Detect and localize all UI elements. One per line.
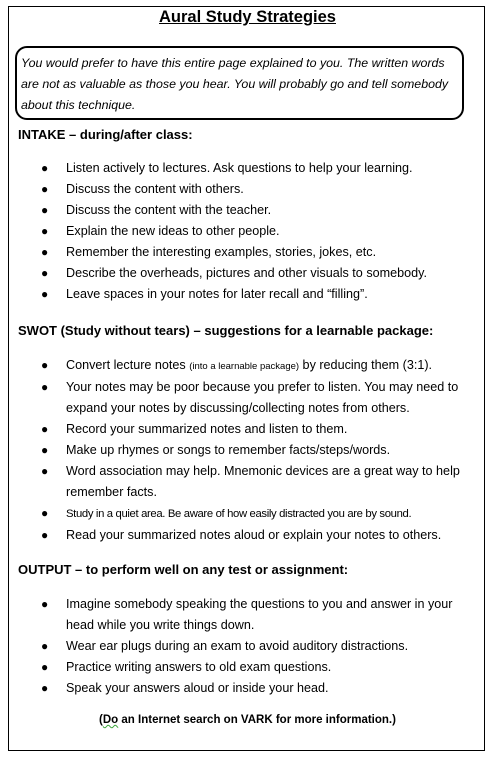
spellcheck-word: Do — [102, 714, 119, 726]
bullet-icon: ● — [41, 203, 49, 217]
list-item: ● Record your summarized notes and listen to them. — [0, 419, 495, 440]
intro-callout — [15, 46, 464, 120]
bullet-icon: ● — [41, 161, 49, 175]
list-item: ● Study in a quiet area. Be aware of how easily distracted you are by sound. — [0, 503, 495, 525]
output-list — [0, 594, 495, 699]
list-item: ● Discuss the content with the teacher. — [0, 200, 495, 221]
bullet-icon: ● — [41, 245, 49, 259]
list-item: ● Leave spaces in your notes for later recall and “filling”. — [0, 284, 495, 305]
bullet-icon: ● — [41, 528, 49, 542]
page-title: Aural Study Strategies — [159, 8, 336, 26]
list-item: ● Read your summarized notes aloud or explain your notes to others. — [0, 525, 495, 546]
bullet-icon: ● — [41, 422, 49, 436]
list-item: ● Discuss the content with others. — [0, 179, 495, 200]
bullet-icon: ● — [41, 266, 49, 280]
footer-note: (Do an Internet search on VARK for more information.) — [99, 714, 396, 726]
list-item: ● Imagine somebody speaking the questions to you and answer in your head while you write things down. — [0, 594, 495, 636]
bullet-icon: ● — [41, 358, 49, 372]
list-item: ● Wear ear plugs during an exam to avoid auditory distractions. — [0, 636, 495, 657]
bullet-icon: ● — [41, 224, 49, 238]
list-item: ● Convert lecture notes (into a learnable package) by reducing them (3:1). — [0, 355, 495, 377]
intro-text: You would prefer to have this entire page explained to you. The written words are not as valuable as those you hear. You will probably go and tell somebody about this technique. — [21, 56, 449, 112]
list-item: ● Listen actively to lectures. Ask questions to help your learning. — [0, 158, 495, 179]
bullet-icon: ● — [41, 506, 49, 520]
swot-heading: SWOT (Study without tears) – suggestions for a learnable package: — [18, 323, 434, 338]
list-item: ● Explain the new ideas to other people. — [0, 221, 495, 242]
list-item: ● Your notes may be poor because you prefer to listen. You may need to expand your notes by discussing/collecting notes from others. — [0, 377, 495, 419]
list-item: ● Word association may help. Mnemonic devices are a great way to help remember facts. — [0, 461, 495, 503]
bullet-icon: ● — [41, 597, 49, 611]
list-item: ● Remember the interesting examples, stories, jokes, etc. — [0, 242, 495, 263]
list-item: ● Speak your answers aloud or inside your head. — [0, 678, 495, 699]
bullet-icon: ● — [41, 681, 49, 695]
bullet-icon: ● — [41, 380, 49, 394]
list-item: ● Make up rhymes or songs to remember facts/steps/words. — [0, 440, 495, 461]
bullet-icon: ● — [41, 639, 49, 653]
bullet-icon: ● — [41, 443, 49, 457]
swot-list — [0, 355, 495, 546]
list-item: ● Describe the overheads, pictures and other visuals to somebody. — [0, 263, 495, 284]
bullet-icon: ● — [41, 464, 49, 478]
output-heading: OUTPUT – to perform well on any test or assignment: — [18, 562, 349, 577]
intake-heading: INTAKE – during/after class: — [18, 127, 193, 142]
bullet-icon: ● — [41, 660, 49, 674]
list-item: ● Practice writing answers to old exam questions. — [0, 657, 495, 678]
intake-list — [0, 158, 495, 305]
bullet-icon: ● — [41, 182, 49, 196]
bullet-icon: ● — [41, 287, 49, 301]
